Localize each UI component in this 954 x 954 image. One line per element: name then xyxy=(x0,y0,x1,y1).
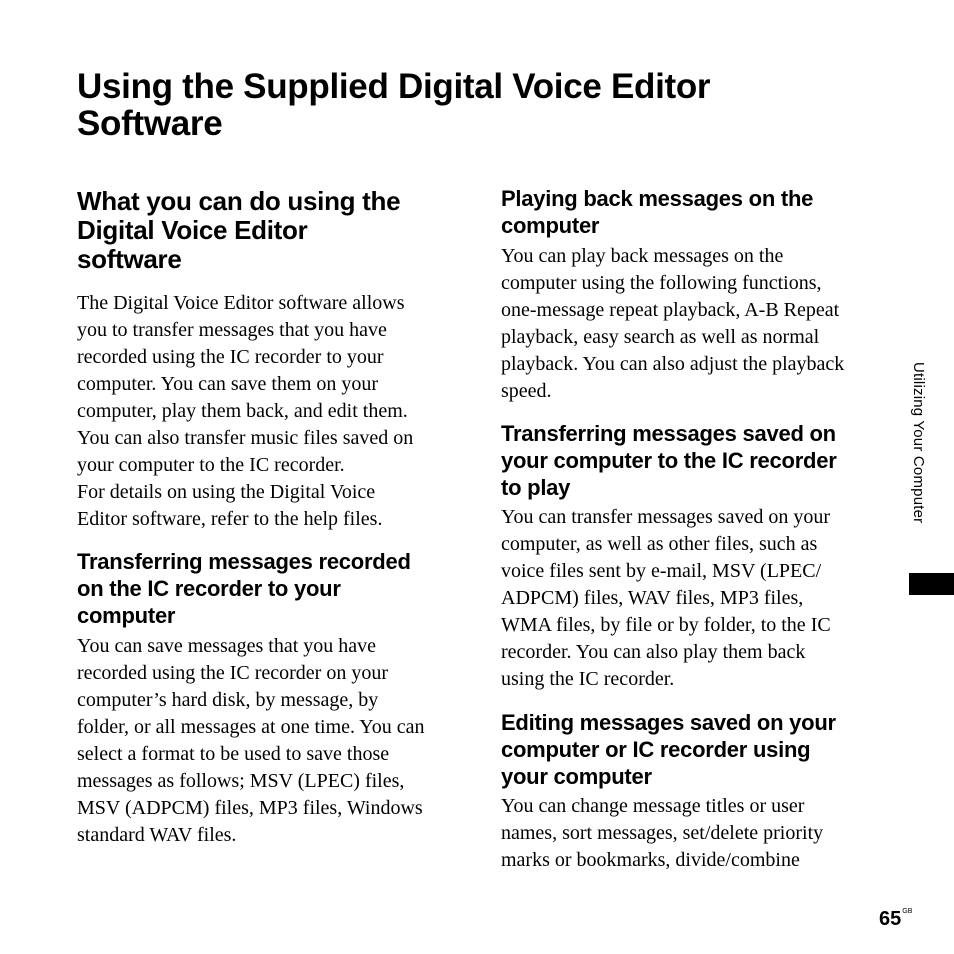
heading-line: What you can do using the xyxy=(77,186,401,216)
text-line: You can change message titles or user xyxy=(501,795,805,817)
text-line: playback, easy search as well as normal xyxy=(501,326,820,348)
side-tab-marker xyxy=(909,573,954,595)
text-line: You can play back messages on the xyxy=(501,245,784,267)
page-number xyxy=(879,908,912,931)
heading-line: software xyxy=(77,244,182,274)
heading-line: on the IC recorder to your xyxy=(77,576,341,601)
text-line: computer’s hard disk, by message, by xyxy=(77,689,379,711)
heading-line: computer or IC recorder using xyxy=(501,737,811,762)
subheading-editing-messages xyxy=(501,709,836,790)
text-line: computer, as well as other files, such as xyxy=(501,533,818,555)
text-line: messages as follows; MSV (LPEC) files, xyxy=(77,770,405,792)
heading-line: Digital Voice Editor xyxy=(77,215,308,245)
editing-messages-paragraph xyxy=(501,793,823,874)
playing-back-paragraph xyxy=(501,243,844,405)
text-line: computer. You can save them on your xyxy=(77,373,379,395)
text-line: You can also transfer music files saved on xyxy=(77,427,414,449)
subheading-playing-back xyxy=(501,185,813,239)
text-line: using the IC recorder. xyxy=(501,668,675,690)
text-line: recorded using the IC recorder to your xyxy=(77,346,384,368)
text-line: playback. You can also adjust the playback xyxy=(501,353,845,375)
transferring-recorded-paragraph xyxy=(77,633,424,849)
text-line: computer, play them back, and edit them. xyxy=(77,400,408,422)
text-line: standard WAV files. xyxy=(77,824,237,846)
intro-paragraph xyxy=(77,290,413,533)
heading-line: Editing messages saved on your xyxy=(501,710,836,735)
title-line-1: Using the Supplied Digital Voice Editor xyxy=(77,67,711,106)
heading-line: Playing back messages on the xyxy=(501,186,814,211)
text-line: voice files sent by e-mail, MSV (LPEC/ xyxy=(501,560,822,582)
heading-line: your computer xyxy=(501,764,652,789)
text-line: your computer to the IC recorder. xyxy=(77,454,345,476)
page-number-value: 65 xyxy=(879,908,902,930)
title-line-2: Software xyxy=(77,104,223,143)
text-line: computer using the following functions, xyxy=(501,272,822,294)
text-line: one-message repeat playback, A-B Repeat xyxy=(501,299,840,321)
text-line: select a format to be used to save those xyxy=(77,743,390,765)
text-line: recorder. You can also play them back xyxy=(501,641,806,663)
text-line: For details on using the Digital Voice xyxy=(77,481,376,503)
text-line: MSV (ADPCM) files, MP3 files, Windows xyxy=(77,797,423,819)
subheading-transferring-saved xyxy=(501,420,837,501)
text-line: folder, or all messages at one time. You can xyxy=(77,716,425,738)
text-line: WMA files, by file or by folder, to the IC xyxy=(501,614,831,636)
text-line: Editor software, refer to the help files. xyxy=(77,508,383,530)
heading-line: to play xyxy=(501,475,571,500)
text-line: You can transfer messages saved on your xyxy=(501,506,831,528)
page-title xyxy=(77,68,877,142)
heading-line: Transferring messages saved on xyxy=(501,421,836,446)
text-line: You can save messages that you have xyxy=(77,635,377,657)
heading-line: computer xyxy=(77,603,176,628)
side-tab-label: Utilizing Your Computer xyxy=(910,362,927,524)
page-number-suffix: GB xyxy=(902,908,913,915)
subheading-transferring-recorded xyxy=(77,548,411,629)
transferring-saved-paragraph xyxy=(501,504,831,693)
text-line: you to transfer messages that you have xyxy=(77,319,387,341)
text-line: speed. xyxy=(501,380,552,402)
text-line: marks or bookmarks, divide/combine xyxy=(501,849,800,871)
section-heading-what-you-can-do xyxy=(77,187,400,274)
heading-line: computer xyxy=(501,213,600,238)
text-line: The Digital Voice Editor software allows xyxy=(77,292,405,314)
heading-line: Transferring messages recorded xyxy=(77,549,411,574)
text-line: recorded using the IC recorder on your xyxy=(77,662,388,684)
text-line: ADPCM) files, WAV files, MP3 files, xyxy=(501,587,804,609)
heading-line: your computer to the IC recorder xyxy=(501,448,837,473)
text-line: names, sort messages, set/delete priority xyxy=(501,822,824,844)
